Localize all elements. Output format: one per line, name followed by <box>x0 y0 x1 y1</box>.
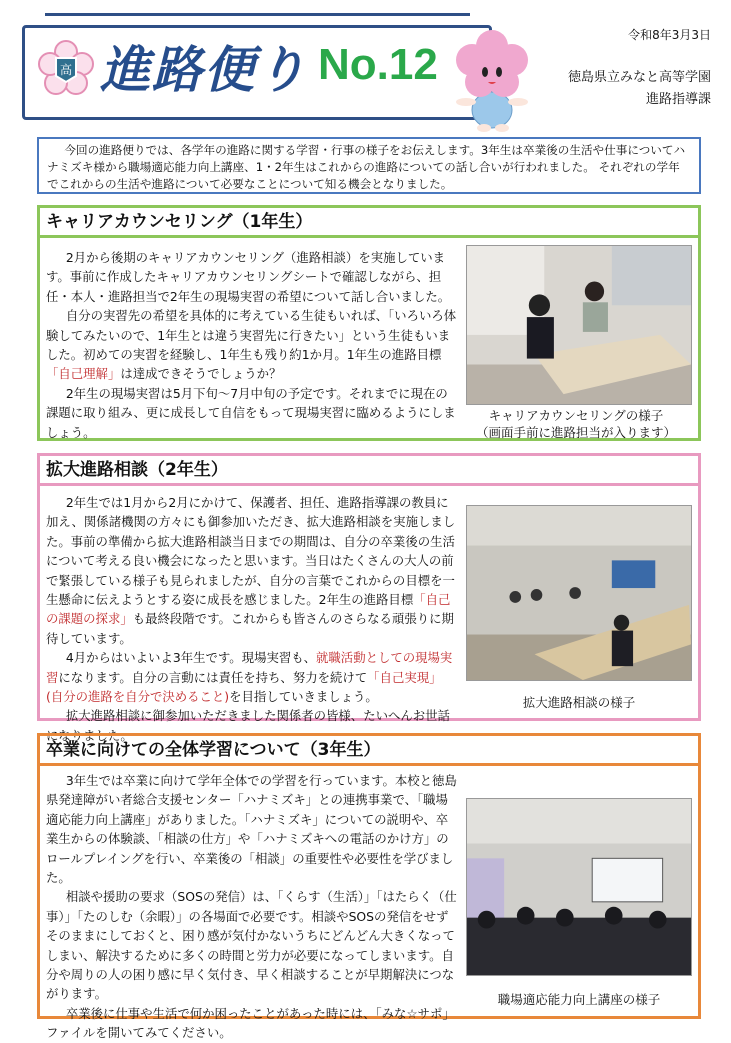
text-segment: 3年生では卒業に向けて学年全体での学習を行っています。本校と徳島県発達障がい者総合支援センター「ハナミズキ」との連携事業で、「職場適応能力向上講座」がありました。「ハナミズキ」についての説明や、卒業生からの体験談、「相談の仕方」や「ハナミズキへの電話のかけ方」のロールプレイングを行い、卒業後の「相談」の重要性や必要性を学びました。 <box>46 773 457 886</box>
caption-line: 拡大進路相談の様子 <box>522 695 636 710</box>
department-name: 進路指導課 <box>645 92 711 107</box>
caption-line: 職場適応能力向上講座の様子 <box>497 992 661 1007</box>
section-extended-consultation <box>37 453 701 743</box>
text-segment: 拡大進路相談に御参加いただきました関係者の皆様、たいへんお世話になりました。 <box>46 708 450 743</box>
section-title: 卒業に向けての全体学習について（3年生） <box>40 736 698 766</box>
caption-line: キャリアカウンセリングの様子 <box>488 408 664 423</box>
section-title: 拡大進路相談（2年生） <box>40 456 698 486</box>
section-body <box>46 771 458 1043</box>
photo-caption <box>466 991 692 1008</box>
text-segment: 自分の実習先の希望を具体的に考えている生徒もいれば、「いろいろ体験してみたいので、1年生とは違う実習先に行きたい」という生徒もいました。初めての実習を経験し、1年生も残り約1か月。1年生の進路目標 <box>46 308 457 363</box>
text-segment: は達成できそうでしょうか？ <box>120 366 282 382</box>
paragraph <box>46 306 458 384</box>
caption-line: （画面手前に進路担当が入ります） <box>475 425 676 440</box>
section-career-counseling <box>37 205 701 441</box>
school-name: 徳島県立みなと高等学園 <box>567 70 711 85</box>
paragraph <box>46 1004 458 1043</box>
extended-consultation-photo <box>466 505 692 681</box>
intro-box <box>37 137 701 194</box>
highlight-text: 「自己実現」(自分の進路を自分で決めること) <box>46 669 442 705</box>
workplace-seminar-photo <box>466 798 692 976</box>
intro-text: 今回の進路便りでは、各学年の進路に関する学習・行事の様子をお伝えします。3年生は卒業後の生活や仕事についてハナミズキ様から職場適応能力向上講座、1・2年生はこれからの進路についての話し合いが行われました。 それぞれの学年でこれからの生活や進路について必要なことについて知る機会となりました。 <box>47 143 686 191</box>
issue-number: No.12 <box>318 40 438 89</box>
paragraph <box>46 887 458 1003</box>
text-segment: 4月からはいよいよ3年生です。現場実習も、 <box>65 650 317 666</box>
highlight-text: 「自己の課題の探求」 <box>46 592 451 627</box>
paragraph <box>46 493 458 648</box>
text-segment: も最終段階です。これからも皆さんのさらなる頑張りに期待しています。 <box>46 611 454 646</box>
text-segment: を目指していきましょう。 <box>229 689 378 705</box>
svg-text:高: 高 <box>59 63 73 77</box>
text-segment: 卒業後に仕事や生活で何か困ったことがあった時には、「みな☆サポ」ファイルを開いてみてください。 <box>46 1005 455 1041</box>
newsletter-title: 進路便り <box>100 41 308 99</box>
highlight-text: 就職活動としての現場実習 <box>46 650 453 685</box>
section-body <box>46 493 458 745</box>
paragraph <box>46 248 458 306</box>
paragraph <box>46 771 458 887</box>
paragraph <box>46 648 458 706</box>
text-segment: 2月から後期のキャリアカウンセリング（進路相談）を実施しています。事前に作成したキャリアカウンセリングシートで確認しながら、担任・本人・進路担当で2年生の現場実習の希望について話し合いました。 <box>46 250 451 304</box>
text-segment: 相談や援助の要求（SOSの発信）は、「くらす（生活）」「はたらく（仕事）」「たのしむ（余暇）」の各場面で必要です。相談やSOSの発信をせずそのままにしておくと、困り感が気付かないうちにどんどん大きくなってしまい、解決するために多くの時間と労力が必要になってしまいます。自分や周りの人の困り感に早く気付き、早く相談することが早期解決につながります。 <box>46 889 457 1002</box>
text-segment: 2年生の現場実習は5月下旬～7月中旬の予定です。それまでに現在の課題に取り組み、更に成長して自信をもって現場実習に臨めるようにしましょう。 <box>46 385 456 440</box>
photo-caption <box>466 694 692 711</box>
school-logo-icon <box>38 40 94 96</box>
text-segment: 2年生では1月から2月にかけて、保護者、担任、進路指導課の教員に加え、関係諸機関の方々にも御参加いただき、拡大進路相談を実施しました。事前の準備から拡大進路相談当日までの期間は、自分の卒業後の生活について考える良い機会になったと思います。当日はたくさんの大人の前で緊張している様子も見られましたが、自分の言葉でこれからの目標を一生懸命に伝えようとする姿に成長を感じました。2年生の進路目標 <box>46 495 456 608</box>
text-segment: になります。自分の言動には責任を持ち、努力を続けて <box>58 669 368 685</box>
section-body <box>46 248 458 442</box>
career-counseling-photo <box>466 245 692 405</box>
scroll-banner-top <box>45 13 470 21</box>
section-title: キャリアカウンセリング（1年生） <box>40 208 698 238</box>
mascot-icon <box>452 28 532 133</box>
section-graduation-learning <box>37 733 701 1041</box>
highlight-text: 「自己理解」 <box>46 366 121 382</box>
issue-date: 令和8年3月3日 <box>628 28 711 42</box>
paragraph <box>46 384 458 442</box>
photo-caption <box>460 407 692 441</box>
